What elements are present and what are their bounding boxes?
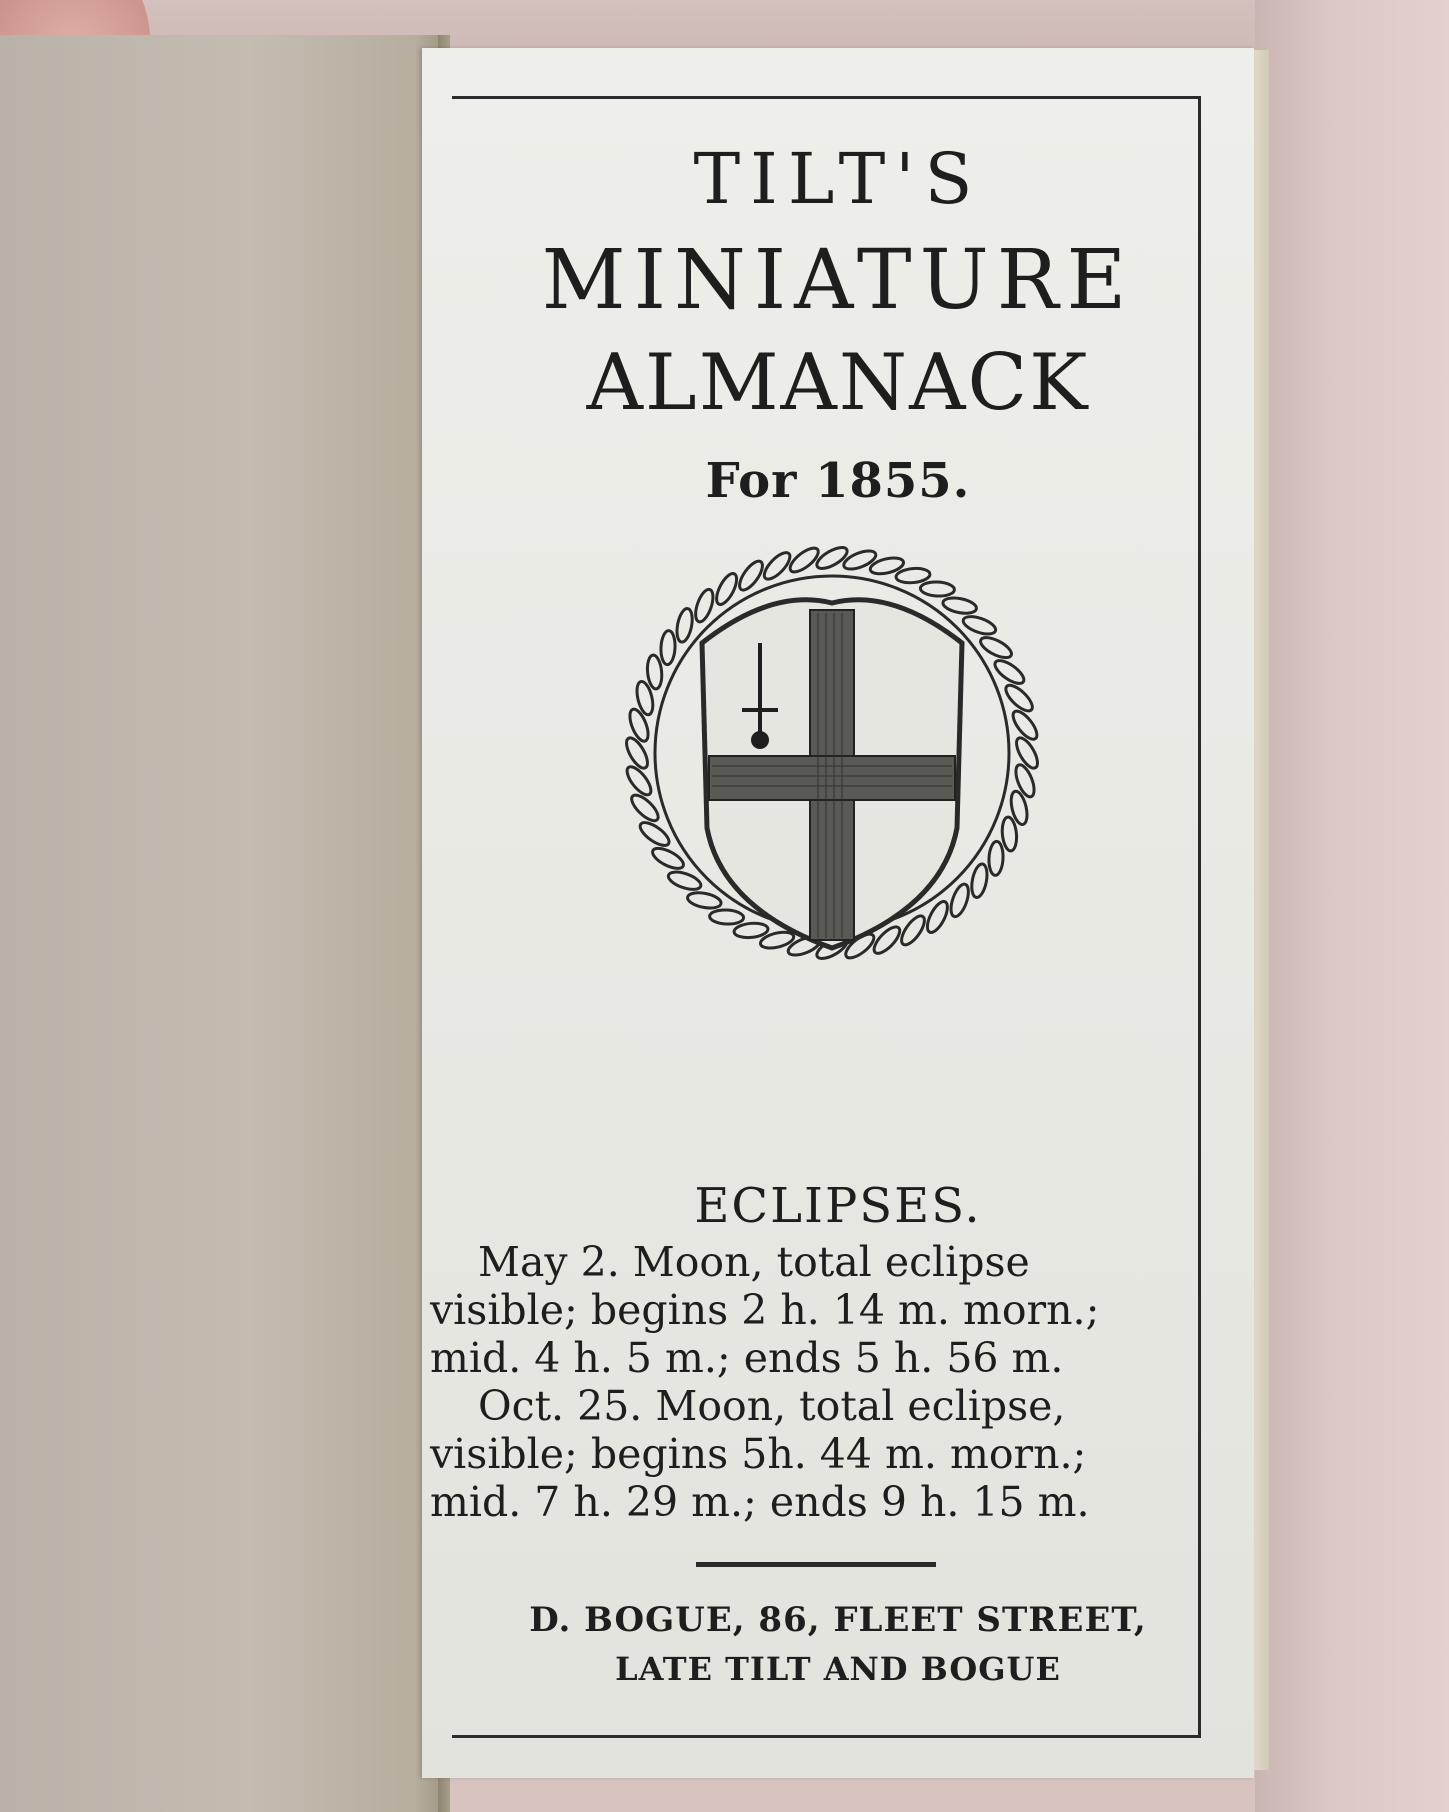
eclipse-line: May 2. Moon, total eclipse (478, 1238, 1030, 1286)
wreath-leaf (1002, 681, 1036, 715)
wreath-leaf (675, 607, 695, 643)
wreath-leaf (733, 922, 768, 939)
title-year: For 1855. (705, 453, 971, 509)
wreath-leaf (897, 912, 928, 948)
wreath-leaf (637, 818, 673, 849)
title-line-1: TILT'S (693, 138, 983, 220)
wreath-leaf (787, 544, 822, 576)
title-line-3: ALMANACK (586, 338, 1090, 428)
eclipse-line: mid. 7 h. 29 m.; ends 9 h. 15 m. (430, 1478, 1090, 1526)
wreath-leaf (920, 581, 955, 597)
wreath-leaf (735, 558, 766, 594)
background-right (1255, 0, 1449, 1812)
eclipses-text (430, 1238, 1170, 1526)
eclipse-line: mid. 4 h. 5 m.; ends 5 h. 56 m. (430, 1334, 1064, 1382)
wreath-leaf (646, 654, 663, 689)
wreath-leaf (942, 596, 978, 616)
eclipse-line: visible; begins 2 h. 14 m. morn.; (430, 1286, 1100, 1334)
wreath-leaf (961, 613, 998, 637)
left-endpaper (0, 35, 450, 1812)
publisher-line-2: LATE TILT AND BOGUE (615, 1650, 1061, 1688)
wreath-leaf (686, 890, 722, 910)
eclipse-line: Oct. 25. Moon, total eclipse, (478, 1382, 1066, 1430)
wreath-leaf (923, 899, 951, 936)
wreath-leaf (760, 549, 794, 583)
wreathed-shield-with-cross-and-sword-icon (622, 528, 1042, 968)
wreath-leaf (666, 869, 703, 893)
wreath-leaf (709, 909, 744, 925)
wreath-leaf (650, 844, 687, 872)
wreath-leaf (948, 882, 972, 919)
divider-rule (696, 1562, 936, 1567)
wreath-leaf (895, 567, 930, 584)
title-page (422, 48, 1254, 1778)
wreath-leaf (988, 841, 1004, 876)
title-line-2: MINIATURE (541, 233, 1135, 328)
wreath-leaf (991, 656, 1027, 687)
eclipses-heading: ECLIPSES. (694, 1178, 982, 1234)
wreath-leaf (660, 630, 676, 665)
wreath-leaf (692, 587, 716, 624)
wreath-leaf (1009, 708, 1041, 743)
wreath-leaf (628, 791, 662, 825)
wreath-leaf (1001, 816, 1018, 851)
wreath-leaf (623, 763, 655, 798)
wreath-leaf (969, 863, 989, 899)
publisher-line-1: D. BOGUE, 86, FLEET STREET, (529, 1600, 1147, 1640)
wreath-leaf (978, 634, 1015, 662)
wreath-leaf (713, 571, 741, 608)
eclipse-line: visible; begins 5h. 44 m. morn.; (430, 1430, 1087, 1478)
